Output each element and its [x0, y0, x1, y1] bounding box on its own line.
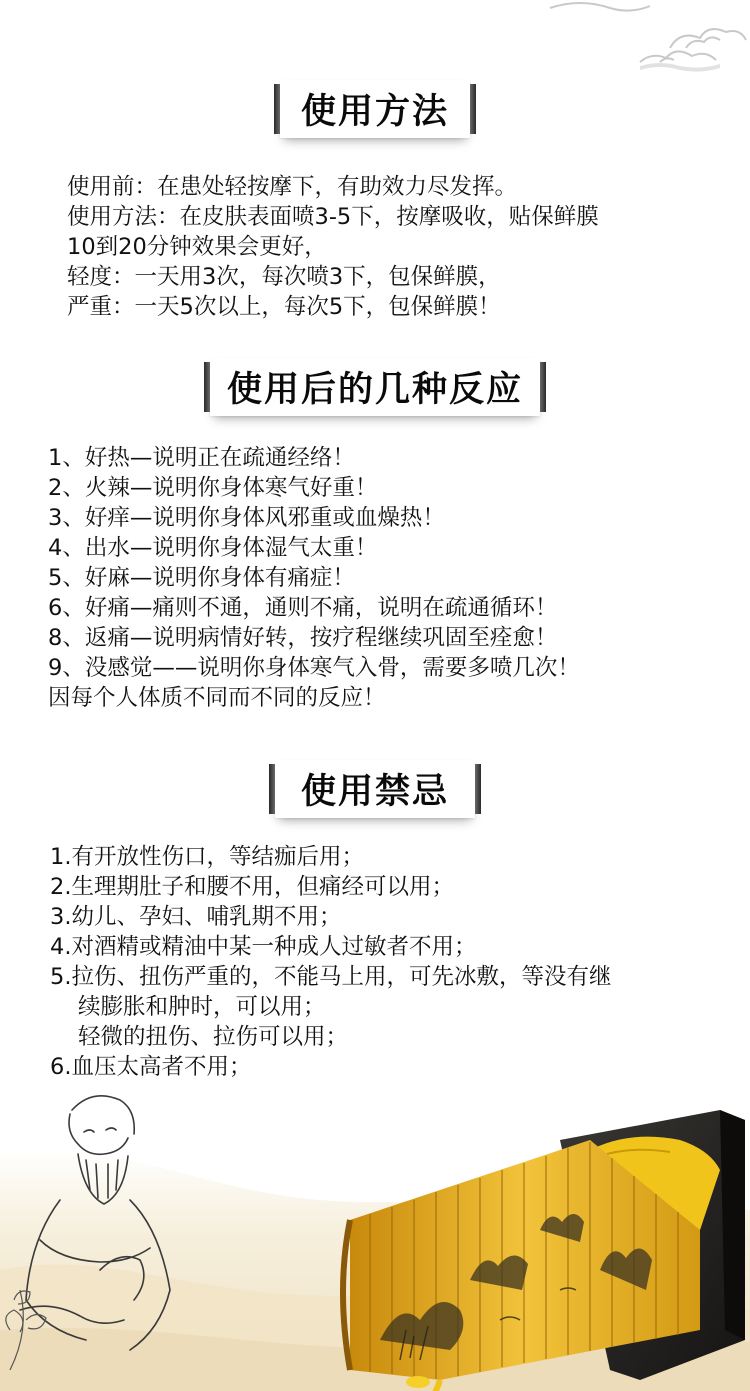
list-item: 1.有开放性伤口，等结痂后用；: [50, 844, 364, 870]
list-item: 6、好痛—痛则不通，通则不痛，说明在疏通循环！: [48, 595, 558, 621]
list-item: 10到20分钟效果会更好，: [67, 234, 327, 260]
list-item: 5、好麻—说明你身体有痛症！: [48, 565, 355, 591]
section-header-taboo: [275, 760, 475, 818]
list-item: 4、出水—说明你身体湿气太重！: [48, 535, 378, 561]
bottom-illustration: [0, 1080, 750, 1391]
list-item: 2、火辣—说明你身体寒气好重！: [48, 475, 378, 501]
list-item: 轻微的扭伤、拉伤可以用；: [78, 1024, 349, 1050]
usage-list: [67, 172, 599, 322]
cloud-icon: [490, 0, 750, 90]
list-item: 8、返痛—说明病情好转，按疗程继续巩固至痊愈！: [48, 625, 558, 651]
taboo-list: [50, 842, 611, 1082]
list-item: 9、没感觉——说明你身体寒气入骨，需要多喷几次！: [48, 655, 580, 681]
section-header-reactions: [210, 358, 540, 416]
list-item: 使用前：在患处轻按摩下，有助效力尽发挥。: [67, 174, 518, 200]
list-item: 5.拉伤、扭伤严重的，不能马上用，可先冰敷，等没有继: [50, 964, 612, 990]
list-item: 6.血压太高者不用；: [50, 1054, 252, 1080]
reactions-list: [48, 443, 580, 713]
list-item: 轻度：一天用3次，每次喷3下，包保鲜膜，: [67, 264, 501, 290]
list-item: 因每个人体质不同而不同的反应！: [48, 685, 386, 711]
list-item: 4.对酒精或精油中某一种成人过敏者不用；: [50, 934, 477, 960]
list-item: 3、好痒—说明你身体风邪重或血燥热！: [48, 505, 445, 531]
list-item: 严重：一天5次以上，每次5下，包保鲜膜！: [67, 294, 501, 320]
list-item: 3.幼儿、孕妇、哺乳期不用；: [50, 904, 342, 930]
section-title-usage: 使用方法: [300, 92, 449, 132]
list-item: 续膨胀和肿时，可以用；: [78, 994, 326, 1020]
list-item: 使用方法：在皮肤表面喷3-5下，按摩吸收，贴保鲜膜: [67, 204, 599, 230]
list-item: 2.生理期肚子和腰不用，但痛经可以用；: [50, 874, 454, 900]
list-item: 1、好热—说明正在疏通经络！: [48, 445, 355, 471]
section-title-reactions: 使用后的几种反应: [226, 370, 523, 410]
bamboo-scroll-illustration: [343, 1110, 745, 1391]
section-title-taboo: 使用禁忌: [300, 772, 449, 812]
section-header-usage: [280, 80, 470, 138]
